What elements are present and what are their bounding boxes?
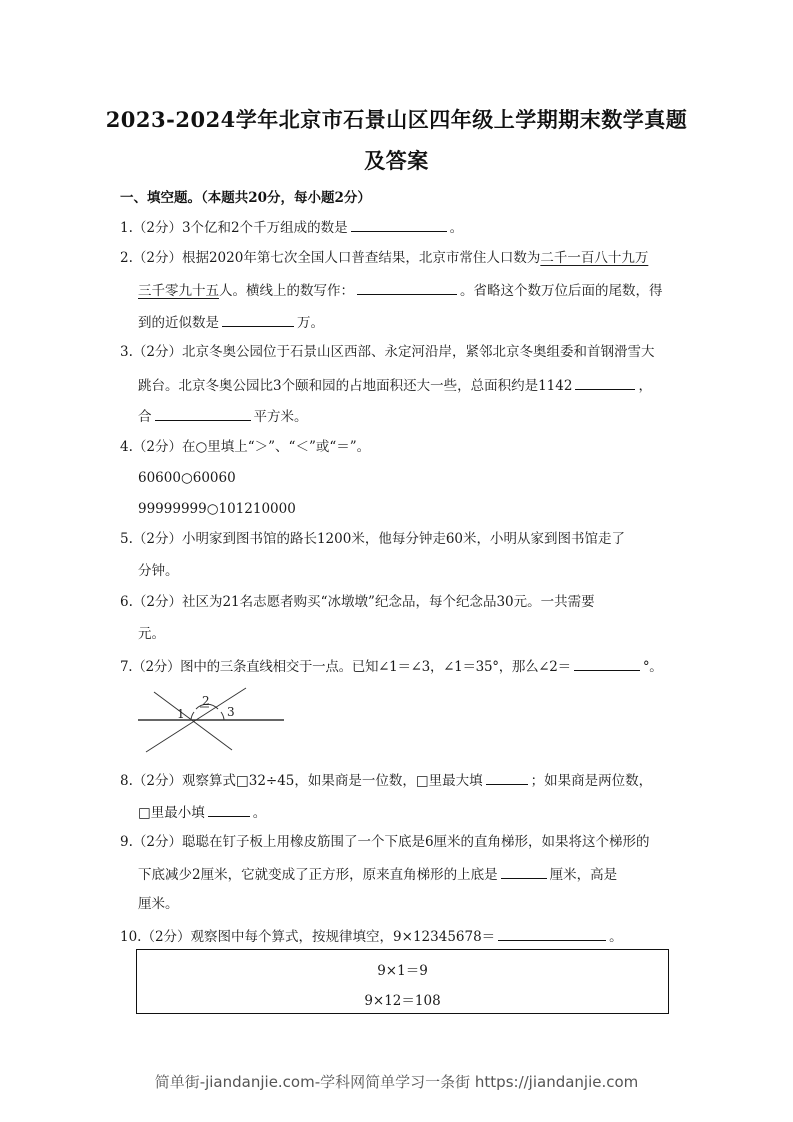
underlined-number-text: 三千零九十五 <box>138 283 219 299</box>
question-2-line-3: 到的近似数是 万。 <box>138 312 324 332</box>
question-2-line-2: 三千零九十五人。横线上的数写作： 。省略这个数万位后面的尾数，得 <box>138 280 663 300</box>
question-3-line-2: 跳台。北京冬奥公园比3个颐和园的占地面积还大一些，总面积约是1142 ， <box>138 375 652 395</box>
question-9-line-3: 厘米。 <box>138 896 179 912</box>
question-5-line-1: 5.（2分）小明家到图书馆的路长1200米，他每分钟走60米，小明从家到图书馆走了 <box>120 531 626 547</box>
svg-text:1: 1 <box>177 707 185 721</box>
page-title-line-2: 及答案 <box>364 148 429 173</box>
question-1: 1.（2分）3个亿和2个千万组成的数是 。 <box>120 217 463 237</box>
answer-blank[interactable] <box>574 656 640 671</box>
underlined-number-text: 二千一百八十九万 <box>540 250 649 266</box>
unit-blank[interactable] <box>575 375 635 390</box>
question-3-line-1: 3.（2分）北京冬奥公园位于石景山区西部、永定河沿岸，紧邻北京冬奥组委和首钢滑雪大 <box>120 344 655 360</box>
svg-text:2: 2 <box>202 694 210 708</box>
question-9-line-1: 9.（2分）聪聪在钉子板上用橡皮筋围了一个下底是6厘米的直角梯形，如果将这个梯形的 <box>120 834 650 850</box>
answer-blank[interactable] <box>357 280 457 295</box>
question-2-line-1: 2.（2分）根据2020年第七次全国人口普查结果，北京市常住人口数为二千一百八十九万 <box>120 250 649 266</box>
question-8-line-1: 8.（2分）观察算式□32÷45，如果商是一位数，□里最大填 ；如果商是两位数， <box>120 770 652 790</box>
page-title-line-1: 2023-2024学年北京市石景山区四年级上学期期末数学真题 <box>105 107 688 132</box>
question-10-line-1: 10.（2分）观察图中每个算式，按规律填空，9×12345678＝ 。 <box>120 926 623 946</box>
question-1-text: 1.（2分）3个亿和2个千万组成的数是 <box>120 220 348 236</box>
answer-blank[interactable] <box>155 406 251 421</box>
pattern-row: 9×1＝9 <box>377 963 428 979</box>
question-7-line-1: 7.（2分）图中的三条直线相交于一点。已知∠1＝∠3，∠1＝35°，那么∠2＝ °。 <box>120 656 662 676</box>
section-heading: 一、填空题。（本题共20分，每小题2分） <box>120 190 371 206</box>
answer-blank[interactable] <box>501 864 547 879</box>
question-4-line-1: 4.（2分）在○里填上“＞”、“＜”或“＝”。 <box>120 439 371 455</box>
pattern-row: 9×12＝108 <box>364 993 441 1009</box>
svg-text:3: 3 <box>227 705 235 719</box>
question-5-line-2: 分钟。 <box>138 563 179 579</box>
answer-blank[interactable] <box>351 217 447 232</box>
question-3-line-3: 合 平方米。 <box>138 406 308 426</box>
question-9-line-2: 下底减少2厘米，它就变成了正方形，原来直角梯形的上底是 厘米，高是 <box>138 864 617 884</box>
answer-blank[interactable] <box>498 926 606 941</box>
question-6-line-1: 6.（2分）社区为21名志愿者购买“冰墩墩”纪念品，每个纪念品30元。一共需要 <box>120 594 595 610</box>
comparison-row-2: 99999999○101210000 <box>138 501 296 517</box>
comparison-row-1: 60600○60060 <box>138 470 236 486</box>
compare-circle[interactable]: ○ <box>206 501 219 517</box>
intersecting-lines-figure <box>136 686 286 756</box>
question-6-line-2: 元。 <box>138 626 165 642</box>
answer-blank[interactable] <box>208 802 250 817</box>
angle-diagram-icon <box>136 686 286 756</box>
pattern-box <box>136 949 669 1014</box>
answer-blank[interactable] <box>486 770 528 785</box>
answer-blank[interactable] <box>222 312 294 327</box>
footer-watermark: 简单街-jiandanjie.com-学科网简单学习一条街 https://jiandanjie.com <box>154 1073 639 1091</box>
compare-circle[interactable]: ○ <box>180 470 193 486</box>
question-8-line-2: □里最小填 。 <box>138 802 266 822</box>
